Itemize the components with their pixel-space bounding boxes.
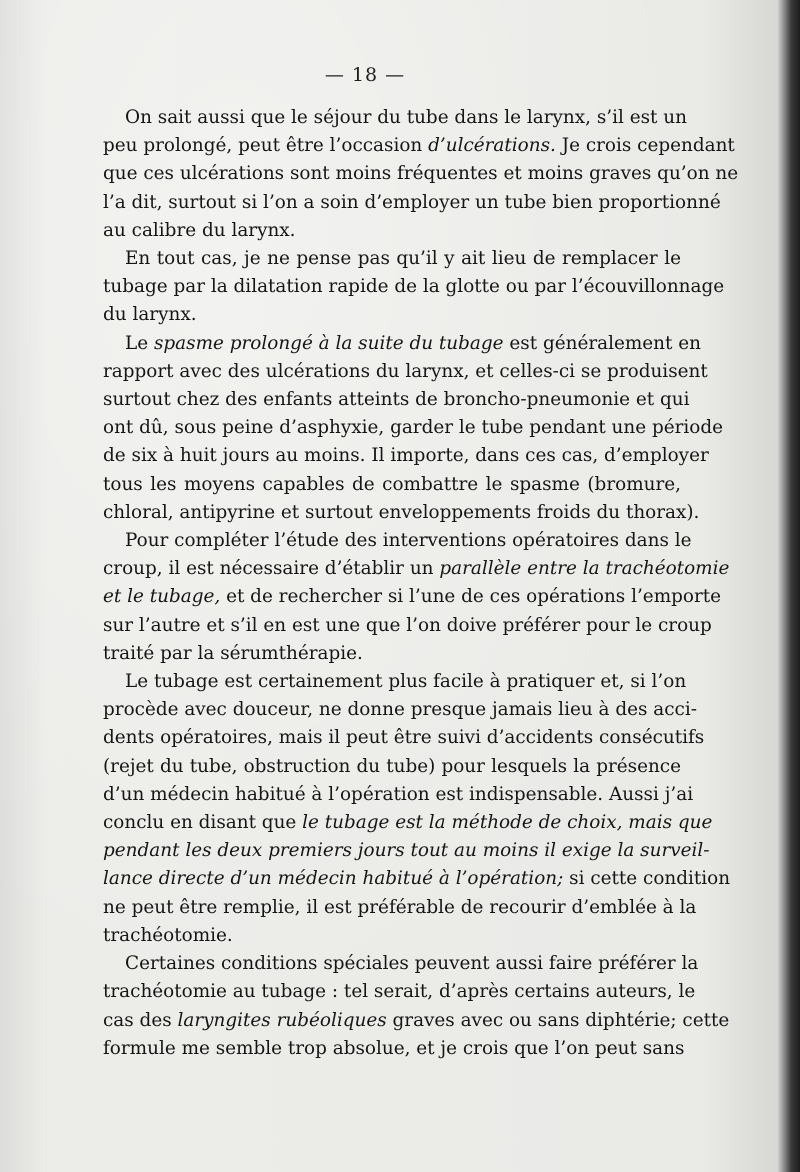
text-run: En tout cas, je ne pense pas qu’il y ait lieu de remplacer le [125, 248, 681, 270]
text-run: Je crois cependant [555, 135, 735, 157]
text-line [103, 499, 700, 527]
text-run: procède avec douceur, ne donne presque jamais lieu à des acci- [103, 699, 697, 721]
italic-run: laryngites rubéoliques [177, 1009, 387, 1031]
text-run: Le [125, 332, 154, 354]
text-line [103, 442, 709, 470]
text-line [103, 273, 725, 301]
text-line [103, 1007, 730, 1035]
page-number: — 18 — [324, 64, 406, 86]
text-run: chloral, antipyrine et surtout enveloppements froids du thorax). [103, 501, 700, 523]
text-line [103, 865, 731, 893]
text-run: cas des [103, 1009, 178, 1031]
text-run: ne peut être remplie, il est préférable de recourir d’emblée à la [103, 896, 697, 918]
text-run: tous les moyens capables de combattre le spasme (bromure, [103, 473, 681, 495]
text-line [103, 104, 687, 132]
paragraph [103, 668, 731, 950]
text-line [103, 189, 721, 217]
text-run: trachéotomie au tubage : tel serait, d’après certains auteurs, le [103, 981, 696, 1003]
text-line [103, 922, 681, 950]
text-run: est généralement en [503, 332, 701, 354]
text-run: croup, il est nécessaire d’établir un [103, 558, 440, 580]
text-line [103, 781, 694, 809]
text-line [103, 245, 681, 273]
text-line [103, 696, 697, 724]
text-run: de six à huit jours au moins. Il importe, dans ces cas, d’employer [103, 445, 709, 467]
text-run: d’un médecin habitué à l’opération est indispensable. Aussi j’ai [103, 783, 694, 805]
text-line [103, 471, 681, 499]
text-line [103, 414, 724, 442]
text-line [103, 132, 735, 160]
text-line [103, 950, 699, 978]
text-line [103, 527, 692, 555]
text-line [103, 358, 708, 386]
italic-run: lance directe d’un médecin habitué à l’opération; [103, 868, 564, 890]
italic-run: pendant les deux premiers jours tout au moins il exige la surveil- [103, 840, 710, 862]
text-run: graves avec ou sans diphtérie; cette [386, 1009, 730, 1031]
paragraph [103, 104, 739, 245]
text-run: dents opératoires, mais il peut être suivi d’accidents consécutifs [103, 727, 705, 749]
scan-edge [778, 0, 800, 1172]
text-run: formule me semble trop absolue, et je crois que l’on peut sans [103, 1037, 685, 1059]
text-line [103, 160, 739, 188]
text-line [103, 301, 681, 329]
text-run: l’a dit, surtout si l’on a soin d’employer un tube bien proportionné [103, 191, 721, 213]
text-run: du larynx. [103, 304, 197, 326]
text-run: et de rechercher si l’une de ces opérations l’emporte [220, 586, 722, 608]
text-run: sur l’autre et s’il en est une que l’on doive préférer pour le croup [103, 614, 712, 636]
paragraph [103, 950, 730, 1063]
text-run: rapport avec des ulcérations du larynx, et celles-ci se produisent [103, 360, 708, 382]
text-line [103, 809, 713, 837]
text-run: Pour compléter l’étude des interventions opératoires dans le [125, 530, 692, 552]
text-line [103, 640, 681, 668]
italic-run: parallèle entre la trachéotomie [439, 558, 730, 580]
text-line [103, 894, 697, 922]
body-text [103, 104, 739, 1063]
text-line [103, 837, 710, 865]
text-line [103, 668, 687, 696]
text-line [103, 978, 696, 1006]
text-line [103, 1035, 685, 1063]
text-run: (rejet du tube, obstruction du tube) pour lesquels la présence [103, 755, 681, 777]
text-run: Certaines conditions spéciales peuvent aussi faire préférer la [125, 953, 699, 975]
paragraph [103, 527, 730, 668]
text-run: que ces ulcérations sont moins fréquentes et moins graves qu’on ne [103, 163, 739, 185]
italic-run: et le tubage, [103, 586, 221, 608]
text-run: si cette condition [563, 868, 731, 890]
paragraph [103, 245, 725, 330]
italic-run: le tubage est la méthode de choix, mais que [302, 812, 713, 834]
text-run: surtout chez des enfants atteints de broncho-pneumonie et qui [103, 389, 690, 411]
text-run: trachéotomie. [103, 924, 233, 946]
text-run: peu prolongé, peut être l’occasion [103, 135, 429, 157]
italic-run: spasme prolongé à la suite du tubage [153, 332, 504, 354]
text-run: ont dû, sous peine d’asphyxie, garder le tube pendant une période [103, 417, 724, 439]
text-run: conclu en disant que [103, 812, 303, 834]
text-line [103, 555, 730, 583]
text-line [103, 330, 701, 358]
text-run: On sait aussi que le séjour du tube dans le larynx, s’il est un [125, 107, 687, 128]
text-line [103, 583, 722, 611]
text-run: traité par la sérumthérapie. [103, 642, 363, 664]
text-run: tubage par la dilatation rapide de la glotte ou par l’écouvillonnage [103, 276, 725, 298]
text-line [103, 217, 681, 245]
text-run: au calibre du larynx. [103, 219, 296, 241]
text-line [103, 724, 705, 752]
text-line [103, 612, 712, 640]
text-run: Le tubage est certainement plus facile à pratiquer et, si l’on [125, 671, 687, 693]
italic-run: d’ulcérations. [428, 135, 556, 157]
paragraph [103, 330, 724, 527]
text-line [103, 753, 681, 781]
text-line [103, 386, 690, 414]
